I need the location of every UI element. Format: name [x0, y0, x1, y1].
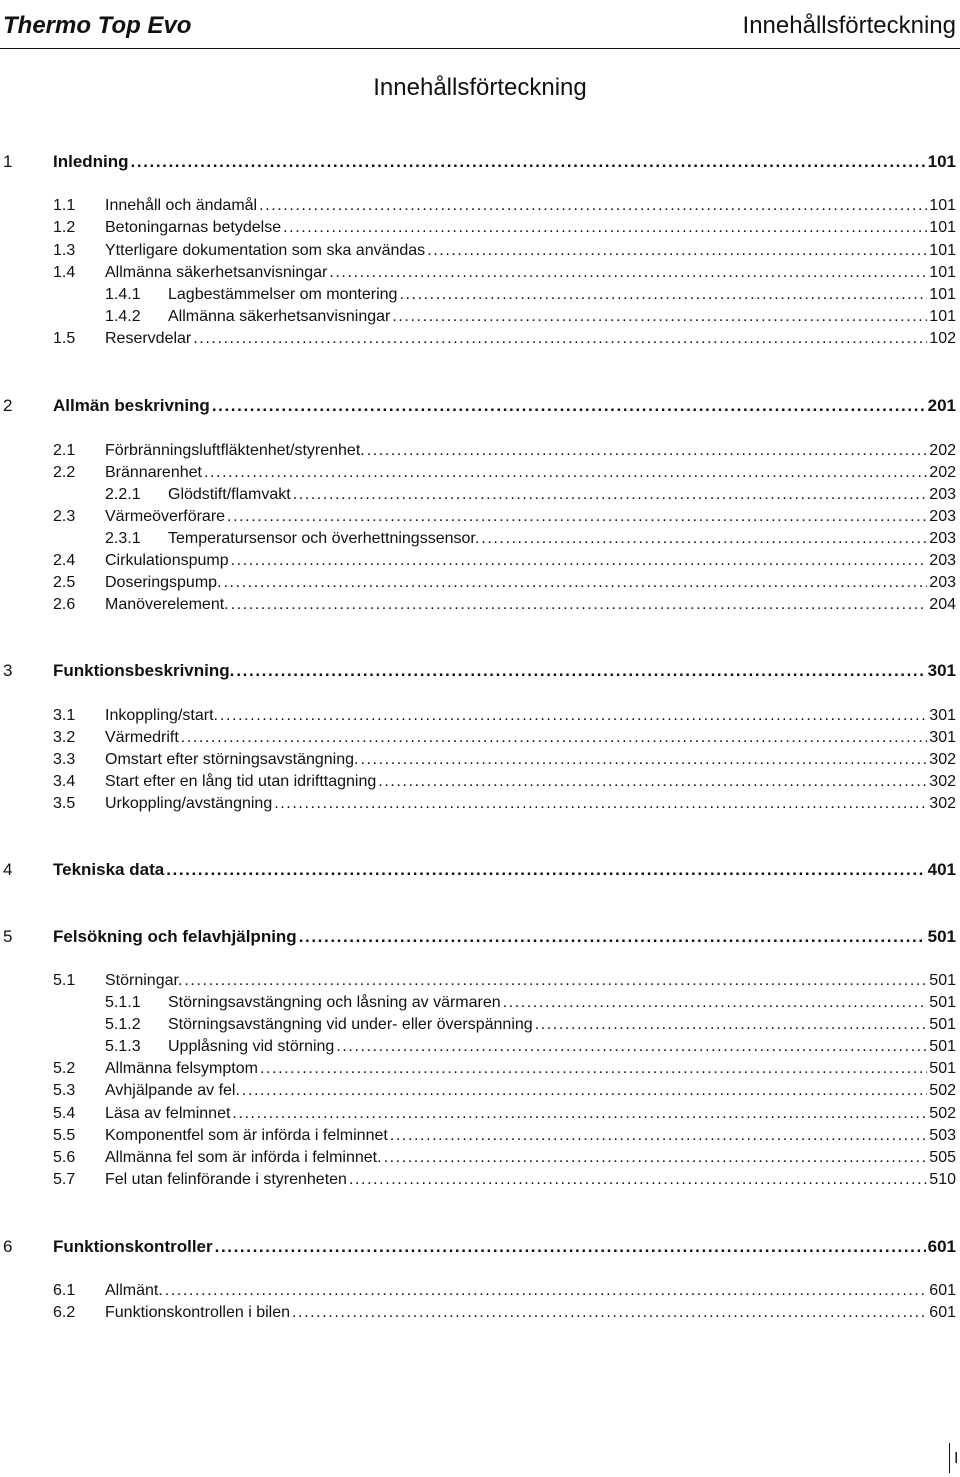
page-number: I	[954, 1450, 959, 1467]
dot-leader	[535, 1014, 928, 1036]
toc-chapter-entry[interactable]	[0, 859, 956, 881]
toc-entry[interactable]	[0, 550, 956, 572]
toc-entry-number: 2.2.1	[105, 486, 141, 503]
toc-entry-page: 302	[929, 751, 956, 768]
toc-entry-page: 101	[929, 308, 956, 325]
toc-entry-number: 5.7	[53, 1171, 76, 1188]
toc-entry[interactable]	[0, 1125, 956, 1147]
toc-entry-number: 5.3	[53, 1082, 76, 1099]
toc-entry-title: Funktionskontrollen i bilen	[105, 1304, 290, 1321]
dot-leader	[283, 217, 927, 239]
dot-leader	[193, 328, 927, 350]
toc-entry-page: 203	[929, 552, 956, 569]
toc-entry-number: 3.3	[53, 751, 76, 768]
toc-entry[interactable]	[0, 262, 956, 284]
dot-leader	[481, 528, 927, 550]
dot-leader	[232, 1103, 927, 1125]
toc-entry-title: Omstart efter störningsavstängning.	[105, 751, 359, 768]
header-divider	[0, 48, 960, 49]
page-header	[0, 0, 960, 50]
toc-entry-number: 5.6	[53, 1149, 76, 1166]
toc-entry-page: 202	[929, 464, 956, 481]
toc-entry[interactable]	[0, 484, 956, 506]
toc-entry[interactable]	[0, 1169, 956, 1191]
dot-leader	[293, 484, 928, 506]
toc-entry-number: 3.2	[53, 729, 76, 746]
toc-entry-page: 302	[929, 795, 956, 812]
toc-entry[interactable]	[0, 749, 956, 771]
toc-entry[interactable]	[0, 462, 956, 484]
toc-entry-number: 2.3.1	[105, 530, 141, 547]
toc-entry-title: Temperatursensor och överhettningssensor.	[168, 530, 480, 547]
dot-leader	[165, 1280, 928, 1302]
toc-entry-number: 5.1.2	[105, 1016, 141, 1033]
toc-entry-page: 203	[929, 530, 956, 547]
toc-entry[interactable]	[0, 1103, 956, 1125]
toc-entry-number: 3	[3, 661, 13, 680]
toc-entry-number: 2	[3, 396, 13, 415]
toc-entry-title: Start efter en lång tid utan idrifttagning	[105, 773, 377, 790]
toc-entry-title: Inledning	[53, 152, 129, 171]
dot-leader	[503, 992, 928, 1014]
toc-entry-title: Allmänna felsymptom	[105, 1060, 258, 1077]
toc-entry-page: 203	[929, 508, 956, 525]
toc-entry-page: 301	[929, 707, 956, 724]
dot-leader	[384, 1147, 928, 1169]
page-title: Innehållsförteckning	[373, 74, 587, 101]
toc-entry[interactable]	[0, 1080, 956, 1102]
toc-entry[interactable]	[0, 506, 956, 528]
toc-entry-page: 203	[929, 486, 956, 503]
toc-entry-page: 301	[927, 661, 956, 680]
toc-entry-title: Allmän beskrivning	[53, 396, 210, 415]
toc-entry-page: 501	[929, 972, 956, 989]
dot-leader	[184, 970, 927, 992]
dot-leader	[399, 284, 927, 306]
dot-leader	[390, 1125, 927, 1147]
toc-entry-page: 101	[927, 152, 956, 171]
toc-entry-page: 301	[929, 729, 956, 746]
toc-entry-number: 1.3	[53, 242, 76, 259]
toc-entry-number: 1	[3, 152, 13, 171]
toc-entry[interactable]	[0, 594, 956, 616]
dot-leader	[204, 462, 927, 484]
toc-entry-page: 601	[927, 1237, 956, 1256]
toc-entry-title: Störningar.	[105, 972, 183, 989]
dot-leader	[349, 1169, 927, 1191]
toc-entry-page: 401	[927, 860, 956, 879]
toc-entry-title: Cirkulationspump	[105, 552, 229, 569]
toc-entry-title: Avhjälpande av fel.	[105, 1082, 240, 1099]
toc-entry-number: 3.1	[53, 707, 76, 724]
dot-leader	[260, 1058, 927, 1080]
toc-entry-title: Innehåll och ändamål	[105, 197, 258, 214]
toc-entry-title: Komponentfel som är införda i felminnet	[105, 1127, 388, 1144]
toc-entry-number: 5.2	[53, 1060, 76, 1077]
toc-entry-page: 501	[929, 994, 956, 1011]
toc-entry[interactable]	[0, 328, 956, 350]
toc-entry[interactable]	[0, 195, 956, 217]
toc-entry-page: 505	[929, 1149, 956, 1166]
toc-entry-page: 101	[929, 219, 956, 236]
toc-entry[interactable]	[0, 705, 956, 727]
dot-leader	[215, 1236, 926, 1258]
toc-entry-page: 202	[929, 442, 956, 459]
toc-entry-title: Fel utan felinförande i styrenheten	[105, 1171, 347, 1188]
toc-entry-title: Ytterligare dokumentation som ska användas	[105, 242, 426, 259]
toc-entry[interactable]	[0, 240, 956, 262]
dot-leader	[259, 195, 927, 217]
toc-entry-title: Allmänt.	[105, 1282, 163, 1299]
section-title: Innehållsförteckning	[742, 12, 956, 39]
dot-leader	[231, 594, 928, 616]
toc-entry-title: Glödstift/flamvakt	[168, 486, 291, 503]
toc-entry-title: Upplåsning vid störning	[168, 1038, 335, 1055]
toc-entry-page: 102	[929, 330, 956, 347]
toc-entry[interactable]	[0, 1036, 956, 1058]
toc-entry-number: 5.5	[53, 1127, 76, 1144]
dot-leader	[292, 1302, 927, 1324]
toc-entry-page: 101	[929, 264, 956, 281]
toc-entry-title: Urkoppling/avstängning	[105, 795, 273, 812]
toc-entry-title: Störningsavstängning vid under- eller överspänning	[168, 1016, 533, 1033]
toc-entry[interactable]	[0, 217, 956, 239]
toc-entry-title: Brännarenhet	[105, 464, 202, 481]
toc-entry-number: 1.4	[53, 264, 76, 281]
toc-entry-number: 2.1	[53, 442, 76, 459]
toc-entry-title: Värmedrift	[105, 729, 179, 746]
dot-leader	[236, 660, 925, 682]
toc-entry-number: 5.1.1	[105, 994, 141, 1011]
toc-entry-title: Allmänna säkerhetsanvisningar	[168, 308, 391, 325]
toc-entry[interactable]	[0, 306, 956, 328]
toc-entry-page: 501	[929, 1038, 956, 1055]
toc-entry-number: 6.1	[53, 1282, 76, 1299]
toc-entry[interactable]	[0, 528, 956, 550]
toc-entry[interactable]	[0, 992, 956, 1014]
dot-leader	[231, 550, 928, 572]
toc-entry-number: 6.2	[53, 1304, 76, 1321]
toc-entry-number: 1.4.2	[105, 308, 141, 325]
dot-leader	[274, 793, 927, 815]
toc-entry-page: 510	[929, 1171, 956, 1188]
dot-leader	[212, 395, 926, 417]
dot-leader	[131, 151, 926, 173]
dot-leader	[329, 262, 927, 284]
toc-entry[interactable]	[0, 727, 956, 749]
toc-entry-number: 1.4.1	[105, 286, 141, 303]
toc-entry-page: 204	[929, 596, 956, 613]
toc-entry-title: Tekniska data	[53, 860, 165, 879]
dot-leader	[242, 1080, 927, 1102]
toc-entry-number: 5	[3, 927, 13, 946]
toc-entry-number: 1.1	[53, 197, 76, 214]
toc-entry-number: 4	[3, 860, 13, 879]
toc-entry[interactable]	[0, 1302, 956, 1324]
dot-leader	[378, 771, 927, 793]
toc-entry-title: Allmänna fel som är införda i felminnet.	[105, 1149, 382, 1166]
toc-entry-page: 502	[929, 1082, 956, 1099]
toc-entry-title: Reservdelar	[105, 330, 192, 347]
toc-entry[interactable]	[0, 572, 956, 594]
toc-entry-number: 2.3	[53, 508, 76, 525]
toc-entry-title: Lagbestämmelser om montering	[168, 286, 398, 303]
toc-entry-page: 503	[929, 1127, 956, 1144]
toc-entry-page: 501	[929, 1016, 956, 1033]
toc-entry-title: Betoningarnas betydelse	[105, 219, 282, 236]
toc-entry[interactable]	[0, 1058, 956, 1080]
toc-entry-page: 203	[929, 574, 956, 591]
toc-chapter-entry[interactable]	[0, 151, 956, 173]
toc-entry-title: Doseringspump.	[105, 574, 222, 591]
toc-entry-title: Störningsavstängning och låsning av värmaren	[168, 994, 501, 1011]
toc-entry[interactable]	[0, 970, 956, 992]
toc-entry-page: 501	[927, 927, 956, 946]
toc-chapter-entry[interactable]	[0, 395, 956, 417]
dot-leader	[299, 926, 926, 948]
toc-chapter-entry[interactable]	[0, 660, 956, 682]
toc-entry[interactable]	[0, 1280, 956, 1302]
dot-leader	[360, 749, 927, 771]
toc-entry-number: 2.4	[53, 552, 76, 569]
toc-entry-number: 2.2	[53, 464, 76, 481]
toc-entry-page: 601	[929, 1282, 956, 1299]
toc-entry-title: Värmeöverförare	[105, 508, 226, 525]
toc-entry-page: 601	[929, 1304, 956, 1321]
document-title: Thermo Top Evo	[3, 12, 192, 39]
toc-entry-page: 101	[929, 242, 956, 259]
toc-entry-number: 2.6	[53, 596, 76, 613]
toc-entry-number: 5.1.3	[105, 1038, 141, 1055]
toc-entry-title: Manöverelement.	[105, 596, 229, 613]
toc-entry-page: 302	[929, 773, 956, 790]
dot-leader	[166, 859, 925, 881]
footer-divider	[949, 1443, 950, 1473]
toc-entry-page: 201	[927, 396, 956, 415]
toc-chapter-entry[interactable]	[0, 926, 956, 948]
toc-entry-page: 502	[929, 1105, 956, 1122]
toc-entry[interactable]	[0, 793, 956, 815]
toc-entry-number: 3.4	[53, 773, 76, 790]
dot-leader	[224, 572, 928, 594]
dot-leader	[367, 440, 928, 462]
toc-entry-number: 1.2	[53, 219, 76, 236]
dot-leader	[336, 1036, 927, 1058]
toc-entry-title: Funktionskontroller	[53, 1237, 213, 1256]
toc-entry-title: Felsökning och felavhjälpning	[53, 927, 297, 946]
toc-entry-number: 5.1	[53, 972, 76, 989]
toc-entry-number: 1.5	[53, 330, 76, 347]
toc-chapter-entry[interactable]	[0, 1236, 956, 1258]
dot-leader	[220, 705, 927, 727]
toc-entry[interactable]	[0, 1147, 956, 1169]
toc-entry-page: 101	[929, 286, 956, 303]
dot-leader	[427, 240, 927, 262]
dot-leader	[181, 727, 928, 749]
toc-entry-number: 6	[3, 1237, 13, 1256]
dot-leader	[227, 506, 927, 528]
toc-entry[interactable]	[0, 284, 956, 306]
toc-entry-title: Funktionsbeskrivning.	[53, 661, 235, 680]
toc-entry-page: 101	[929, 197, 956, 214]
toc-entry-page: 501	[929, 1060, 956, 1077]
toc-entry[interactable]	[0, 1014, 956, 1036]
toc-entry-number: 3.5	[53, 795, 76, 812]
toc-entry[interactable]	[0, 771, 956, 793]
toc-entry-title: Inkoppling/start.	[105, 707, 218, 724]
toc-entry-number: 5.4	[53, 1105, 76, 1122]
toc-entry-title: Allmänna säkerhetsanvisningar	[105, 264, 328, 281]
toc-entry[interactable]	[0, 440, 956, 462]
toc-entry-title: Förbränningsluftfläktenhet/styrenhet.	[105, 442, 365, 459]
toc-entry-title: Läsa av felminnet	[105, 1105, 231, 1122]
toc-entry-number: 2.5	[53, 574, 76, 591]
dot-leader	[392, 306, 927, 328]
